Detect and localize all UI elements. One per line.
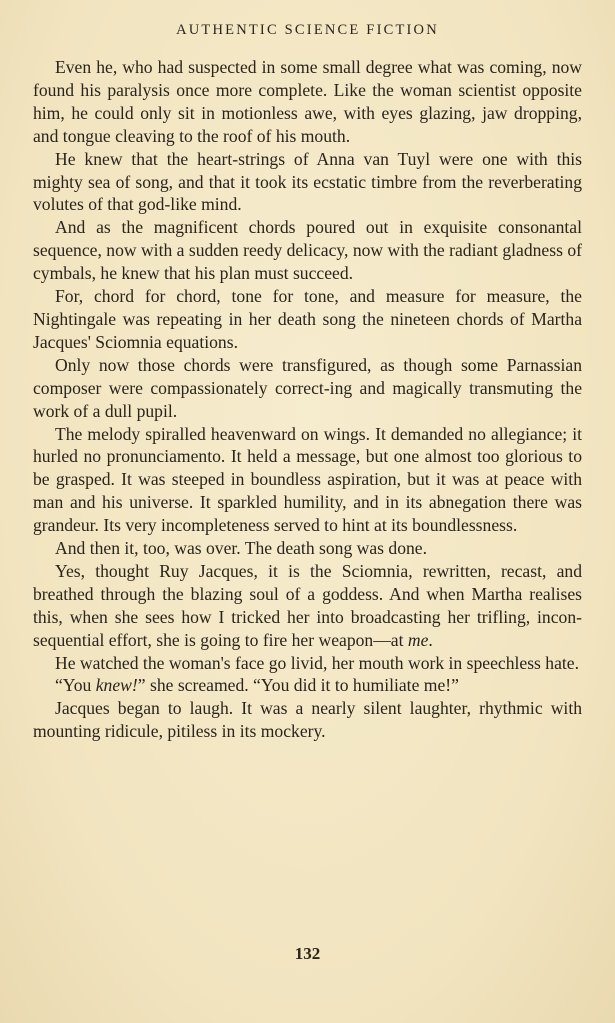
emphasis: me [407, 629, 429, 650]
emphasis: knew! [95, 675, 138, 696]
text-run: ” she screamed. “You did it to humiliate me!” [137, 675, 459, 696]
paragraph: And as the magnificent chords poured out in exquisite consonantal sequence, now with a sudden reedy delicacy, now with the radiant gladness of cymbals, he knew that his plan must succeed. [33, 217, 582, 284]
running-head: AUTHENTIC SCIENCE FICTION [176, 22, 439, 38]
text-run: . [428, 629, 433, 650]
paragraph: For, chord for chord, tone for tone, and measure for measure, the Nightingale was repeating in her death song the nineteen chords of Martha Jacques' Sciomnia equations. [33, 286, 582, 352]
paragraph: He knew that the heart-strings of Anna van Tuyl were one with this mighty sea of song, and that it took its ecstatic timbre from the reverberating volutes of that god-like mind. [33, 148, 582, 215]
paragraph: The melody spiralled heavenward on wings. It demanded no allegiance; it hurled no pronunciamento. It held a message, but one almost too glorious to be grasped. It was steeped in boundless aspiration, but it was at peace with man and his universe. It sparkled humility, and in its abnegation there was grandeur. Its very incompleteness served to hint at its boundlessness. [33, 423, 582, 536]
page-number: 132 [294, 944, 321, 963]
paragraph: Only now those chords were transfigured, as though some Parnassian composer were compassionately correct-ing and magically transmuting the work of a dull pupil. [33, 354, 582, 421]
body-text [33, 56, 582, 743]
paragraph: He watched the woman's face go livid, her mouth work in speechless hate. [55, 652, 579, 673]
paragraph: Even he, who had suspected in some small degree what was coming, now found his paralysis once more complete. Like the woman scientist opposite him, he could only sit in motionless awe, with eyes glazing, jaw dropping, and tongue cleaving to the roof of his mouth. [33, 57, 582, 146]
paragraph: And then it, too, was over. The death song was done. [55, 538, 428, 559]
text-run: Yes, thought Ruy Jacques, it is the Sciomnia, rewritten, recast, and breathed through the blazing soul of a goddess. And when Martha realises this, when she sees how I tricked her into broadcasting her trifling, incon-sequential effort, she is going to fire her weapon—at [33, 560, 582, 650]
paragraph-scream [33, 674, 582, 697]
paragraph: Jacques began to laugh. It was a nearly silent laughter, rhythmic with mounting ridicule, pitiless in its mockery. [33, 698, 582, 742]
paragraph-yes [33, 560, 582, 652]
text-run: “You [55, 675, 96, 696]
